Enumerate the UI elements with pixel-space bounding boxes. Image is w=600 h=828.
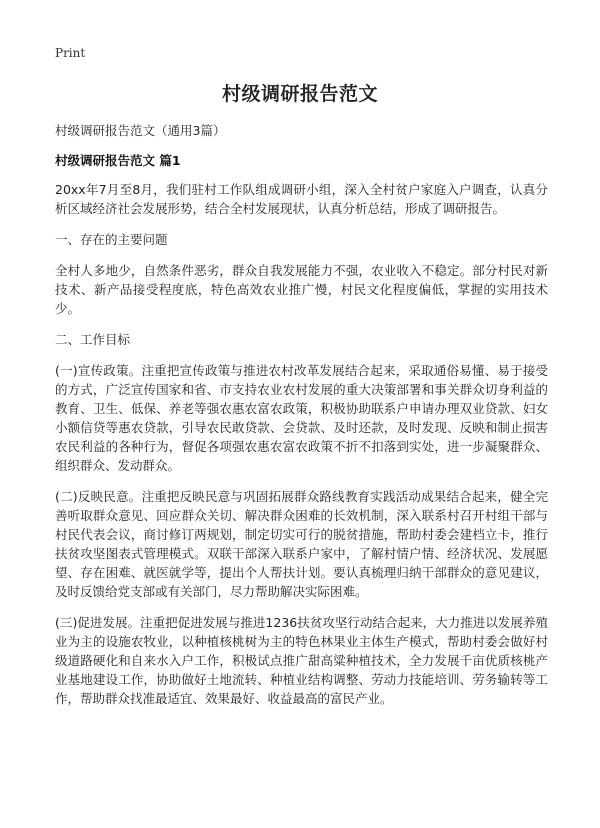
document-title: 村级调研报告范文 (221, 83, 378, 105)
print-link[interactable]: Print (55, 46, 86, 60)
intro-paragraph: 20xx年7月至8月，我们驻村工作队组成调研小组，深入全村贫户家庭入户调查，认真分析区域经济社会发展形势，结合全村发展现状，认真分析总结，形成了调研报告。 (55, 182, 548, 216)
goal-publicize-policy-paragraph: (一)宣传政策。注重把宣传政策与推进农村改革发展结合起来，采取通俗易懂、易于接受的方式，广泛宣传国家和省、市支持农业农村发展的重大决策部署和事关群众切身利益的教育、卫生、低保、养老等强农惠农富农政策，积极协助联系户申请办理双业贷款、妇女小额信贷等惠农贷款，引导农民敢贷款、会贷款、及时还款，及时发现、反映和制止损害农民利益的各种行为，督促各项强农惠农富农政策不折不扣落到实处，进一步凝聚群众、组织群众、发动群众。 (55, 363, 548, 473)
heading-problems: 一、存在的主要问题 (55, 232, 168, 247)
heading-goals: 二、工作目标 (55, 332, 131, 347)
problems-paragraph: 全村人多地少，自然条件恶劣，群众自我发展能力不强，农业收入不稳定。部分村民对新技术、新产品接受程度底，特色高效农业推广慢，村民文化程度偏低，掌握的实用技术少。 (55, 263, 548, 316)
document-subtitle: 村级调研报告范文（通用3篇） (55, 123, 226, 138)
goal-reflect-opinion-paragraph: (二)反映民意。注重把反映民意与巩固拓展群众路线教育实践活动成果结合起来，健全完善听取群众意见、回应群众关切、解决群众困难的长效机制，深入联系村召开村组干部与村民代表会议，商讨修订两规划，制定切实可行的脱贫措施，帮助村委会建档立卡，推行扶贫攻坚图表式管理模式。双联干部深入联系户家中，了解村情户情、经济状况、发展愿望、存在困难、就医就学等，提出个人帮扶计划。要认真梳理归纳干部群众的意见建议，及时反馈给党支部或有关部门，尽力帮助解决实际困难。 (55, 489, 548, 599)
goal-promote-development-paragraph: (三)促进发展。注重把促进发展与推进1236扶贫攻坚行动结合起来，大力推进以发展养殖业为主的设施农牧业，以种植核桃树为主的特色林果业主体生产模式，帮助村委会做好村级道路硬化和自来水入户工作，积极试点推广甜高粱种植技术，全力发展千亩优质核桃产业基地建设工作，协助做好土地流转、种植业结构调整、劳动力技能培训、劳务输转等工作，帮助群众找准最适宜、效果最好、收益最高的富民产业。 (55, 615, 548, 706)
section-heading: 村级调研报告范文 篇1 (55, 153, 181, 168)
document-body (55, 180, 548, 720)
